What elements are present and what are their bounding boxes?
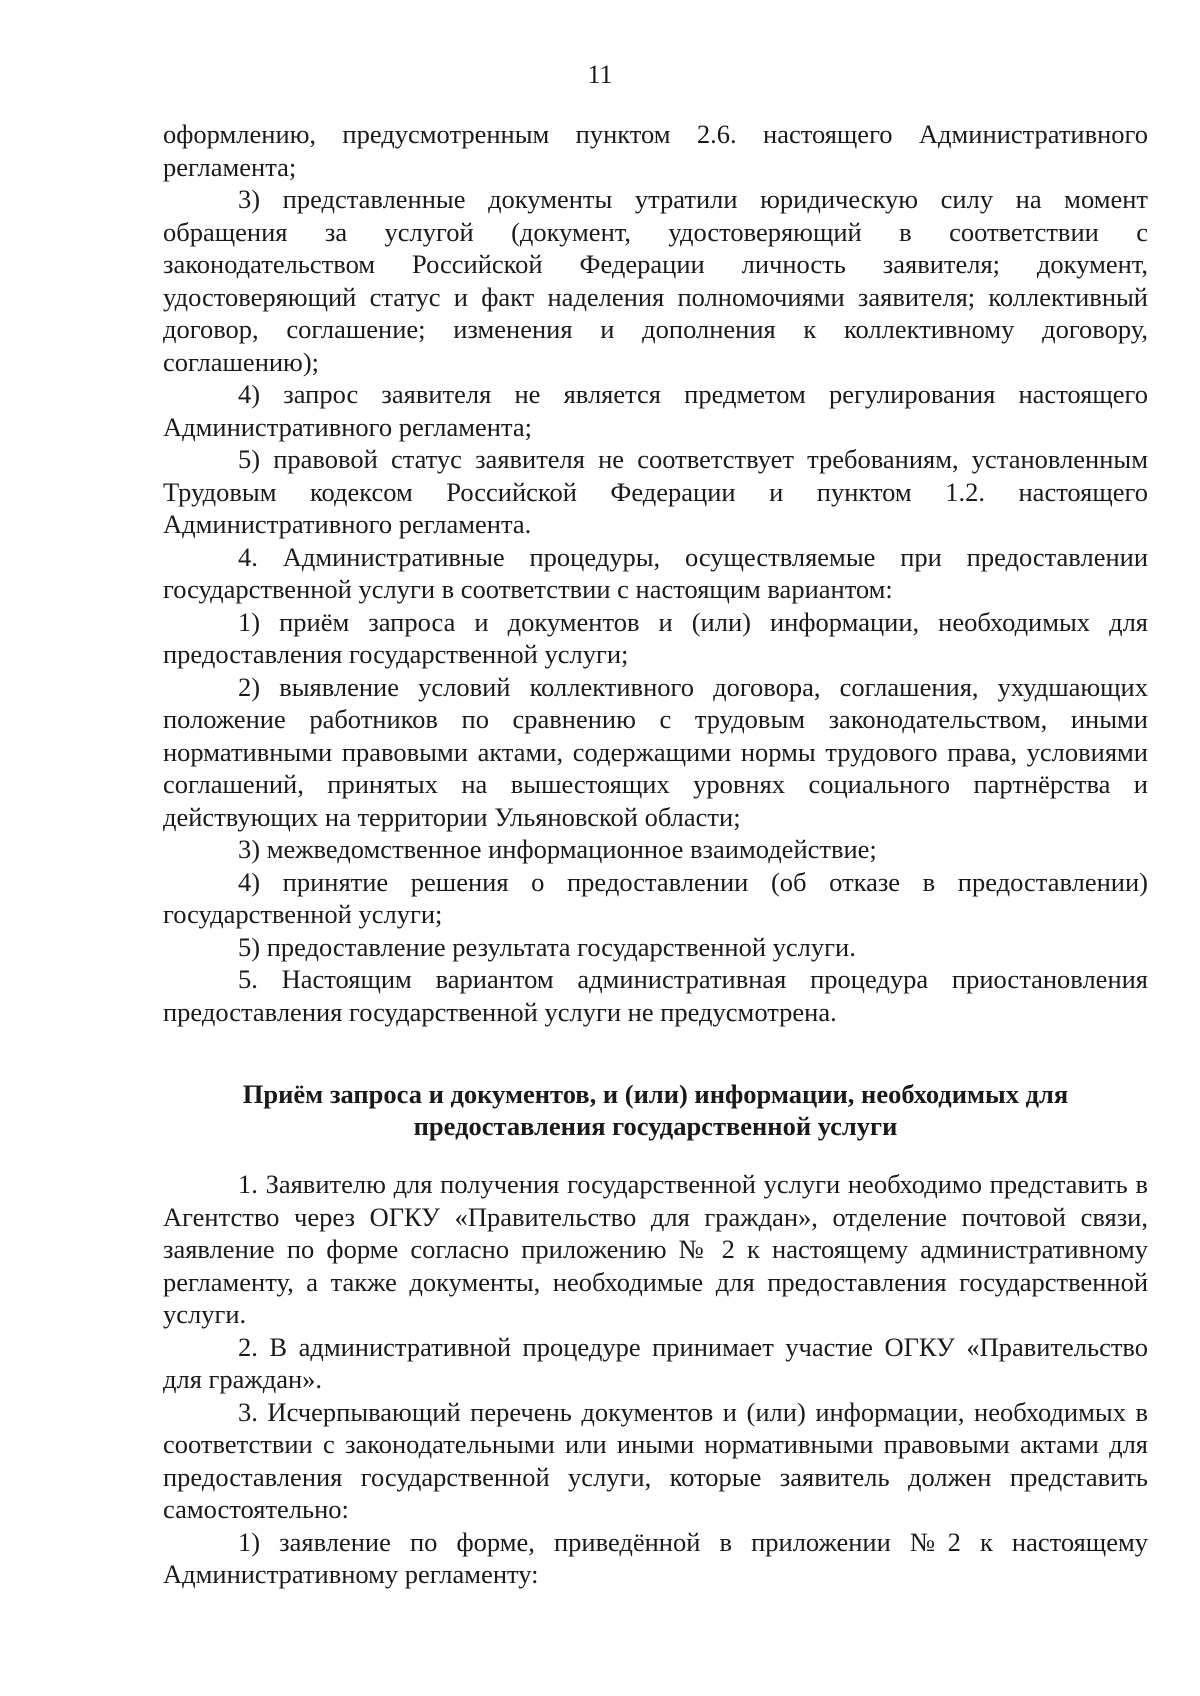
paragraph: 4) запрос заявителя не является предметом регулирования настоящего Административного регламента; (163, 379, 1148, 442)
paragraph: 4. Административные процедуры, осуществляемые при предоставлении государственной услуги в соответствии с настоящим вариантом: (163, 541, 1148, 604)
paragraph: 5. Настоящим вариантом административная процедура приостановления предоставления государственной услуги не предусмотрена. (163, 964, 1148, 1027)
text-block-lower (163, 1168, 1148, 1591)
paragraph: 5) предоставление результата государственной услуги. (238, 931, 856, 962)
paragraph: 4) принятие решения о предоставлении (об отказе в предоставлении) государственной услуги; (163, 866, 1148, 929)
paragraph: 1) приём запроса и документов и (или) информации, необходимых для предоставления государственной услуги; (163, 606, 1148, 669)
paragraph: 3) межведомственное информационное взаимодействие; (238, 834, 877, 864)
paragraph-continuation: оформлению, предусмотренным пунктом 2.6. настоящего Административного регламента; (163, 119, 1148, 182)
heading-line-2: предоставления государственной услуги (413, 1111, 898, 1141)
text-block-upper (163, 118, 1148, 1028)
paragraph: 2) выявление условий коллективного договора, соглашения, ухудшающих положение работников по сравнению с трудовым законодательством, иными нормативными правовыми актами, содержащими нормы трудового права, условиями соглашений, принятых на вышестоящих уровнях социального партнёрства и действующих на территории Ульяновской области; (163, 671, 1148, 832)
paragraph: 1) заявление по форме, приведённой в приложении №2 к настоящему Административному регламенту: (163, 1526, 1148, 1589)
section-heading (163, 1078, 1148, 1142)
heading-line-1: Приём запроса и документов, и (или) информации, необходимых для (242, 1079, 1069, 1109)
paragraph: 2. В административной процедуре принимает участие ОГКУ «Правительство для граждан». (163, 1331, 1148, 1394)
page-number: 11 (587, 60, 613, 89)
paragraph: 3) представленные документы утратили юридическую силу на момент обращения за услугой (документ, удостоверяющий в соответствии с законодательством Российской Федерации личность заявителя; документ, удостоверяющий статус и факт наделения полномочиями заявителя; коллективный договор, соглашение; изменения и дополнения к коллективному договору, соглашению); (163, 184, 1148, 377)
paragraph: 3. Исчерпывающий перечень документов и (или) информации, необходимых в соответствии с законодательными или иными нормативными правовыми актами для предоставления государственной услуги, которые заявитель должен представить самостоятельно: (163, 1396, 1148, 1524)
paragraph: 1. Заявителю для получения государственной услуги необходимо представить в Агентство через ОГКУ «Правительство для граждан», отделение почтовой связи, заявление по форме согласно приложению № 2 к настоящему административному регламенту, а также документы, необходимые для предоставления государственной услуги. (163, 1169, 1148, 1329)
paragraph: 5) правовой статус заявителя не соответствует требованиям, установленным Трудовым кодексом Российской Федерации и пунктом 1.2. настоящего Административного регламента. (163, 444, 1148, 539)
